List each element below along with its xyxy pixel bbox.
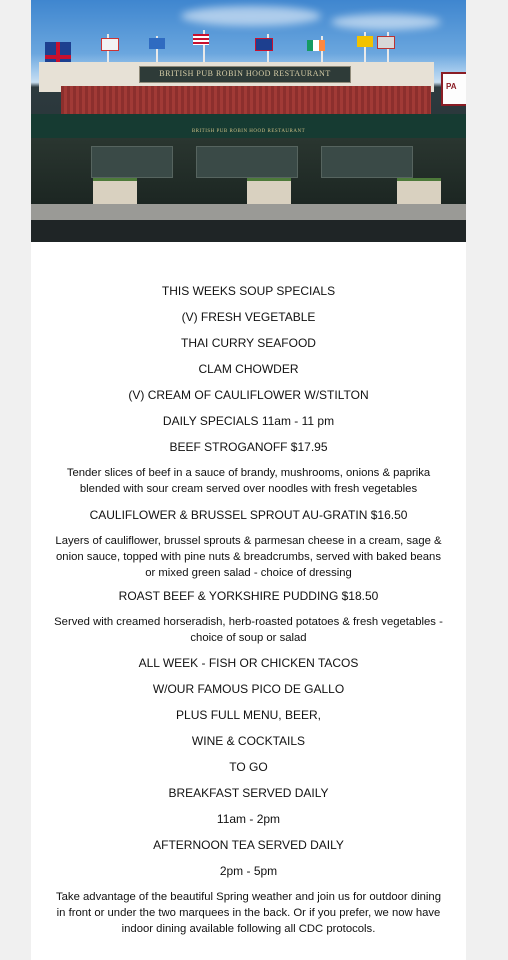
tacos-line: ALL WEEK - FISH OR CHICKEN TACOS bbox=[138, 656, 359, 670]
special-name: BEEF STROGANOFF $17.95 bbox=[169, 440, 328, 454]
green-awning: BRITISH PUB ROBIN HOOD RESTAURANT bbox=[31, 114, 466, 140]
restaurant-storefront-photo[interactable] bbox=[31, 0, 466, 242]
special-description: Tender slices of beef in a sauce of brandy, mushrooms, onions & paprika blended with sour cream served over noodles with fresh vegetables bbox=[66, 467, 431, 495]
special-description: Layers of cauliflower, brussel sprouts & parmesan cheese in a cream, sage & onion sauce, topped with pine nuts & breadcrumbs, served with baked beans or mixed green salad - choice of dressing bbox=[55, 535, 442, 579]
flag-icon bbox=[255, 38, 273, 51]
us-flag-icon bbox=[193, 34, 209, 45]
tea-line: AFTERNOON TEA SERVED DAILY bbox=[153, 838, 344, 852]
building-sign: BRITISH PUB ROBIN HOOD RESTAURANT bbox=[139, 66, 351, 83]
pico-line: W/OUR FAMOUS PICO DE GALLO bbox=[152, 682, 345, 696]
irish-flag-icon bbox=[307, 40, 325, 51]
tea-hours: 2pm - 5pm bbox=[219, 864, 278, 878]
flag-icon bbox=[357, 36, 373, 47]
flag-icon bbox=[101, 38, 119, 51]
street bbox=[31, 220, 466, 242]
planter-box bbox=[397, 178, 441, 205]
daily-specials-heading: DAILY SPECIALS 11am - 11 pm bbox=[162, 414, 335, 428]
soup-item: (V) CREAM OF CAULIFLOWER W/STILTON bbox=[128, 388, 369, 402]
tiled-roof bbox=[61, 86, 431, 114]
sidewalk bbox=[31, 204, 466, 220]
post-card bbox=[31, 0, 466, 960]
breakfast-hours: 11am - 2pm bbox=[216, 812, 281, 826]
soup-item: THAI CURRY SEAFOOD bbox=[181, 336, 316, 350]
special-name: ROAST BEEF & YORKSHIRE PUDDING $18.50 bbox=[118, 589, 379, 603]
full-menu-line: PLUS FULL MENU, BEER, bbox=[176, 708, 321, 722]
flag-icon bbox=[377, 36, 395, 49]
wine-line: WINE & COCKTAILS bbox=[191, 734, 306, 748]
closing-note: Take advantage of the beautiful Spring weather and join us for outdoor dining in front or under the two marquees in the back. Or if you prefer, we now have indoor dining available following all CDC protocols. bbox=[56, 891, 441, 935]
to-go-line: TO GO bbox=[229, 760, 268, 774]
special-name: CAULIFLOWER & BRUSSEL SPROUT AU-GRATIN $16.50 bbox=[89, 508, 408, 522]
flag-icon bbox=[149, 38, 165, 49]
soup-specials-heading: THIS WEEKS SOUP SPECIALS bbox=[161, 284, 336, 298]
planter-box bbox=[93, 178, 137, 205]
soup-item: (V) FRESH VEGETABLE bbox=[181, 310, 316, 324]
soup-item: CLAM CHOWDER bbox=[198, 362, 299, 376]
special-description: Served with creamed horseradish, herb-roasted potatoes & fresh vegetables - choice of soup or salad bbox=[54, 616, 443, 644]
neighbor-sign: PA bbox=[441, 72, 466, 106]
breakfast-line: BREAKFAST SERVED DAILY bbox=[168, 786, 329, 800]
planter-box bbox=[247, 178, 291, 205]
